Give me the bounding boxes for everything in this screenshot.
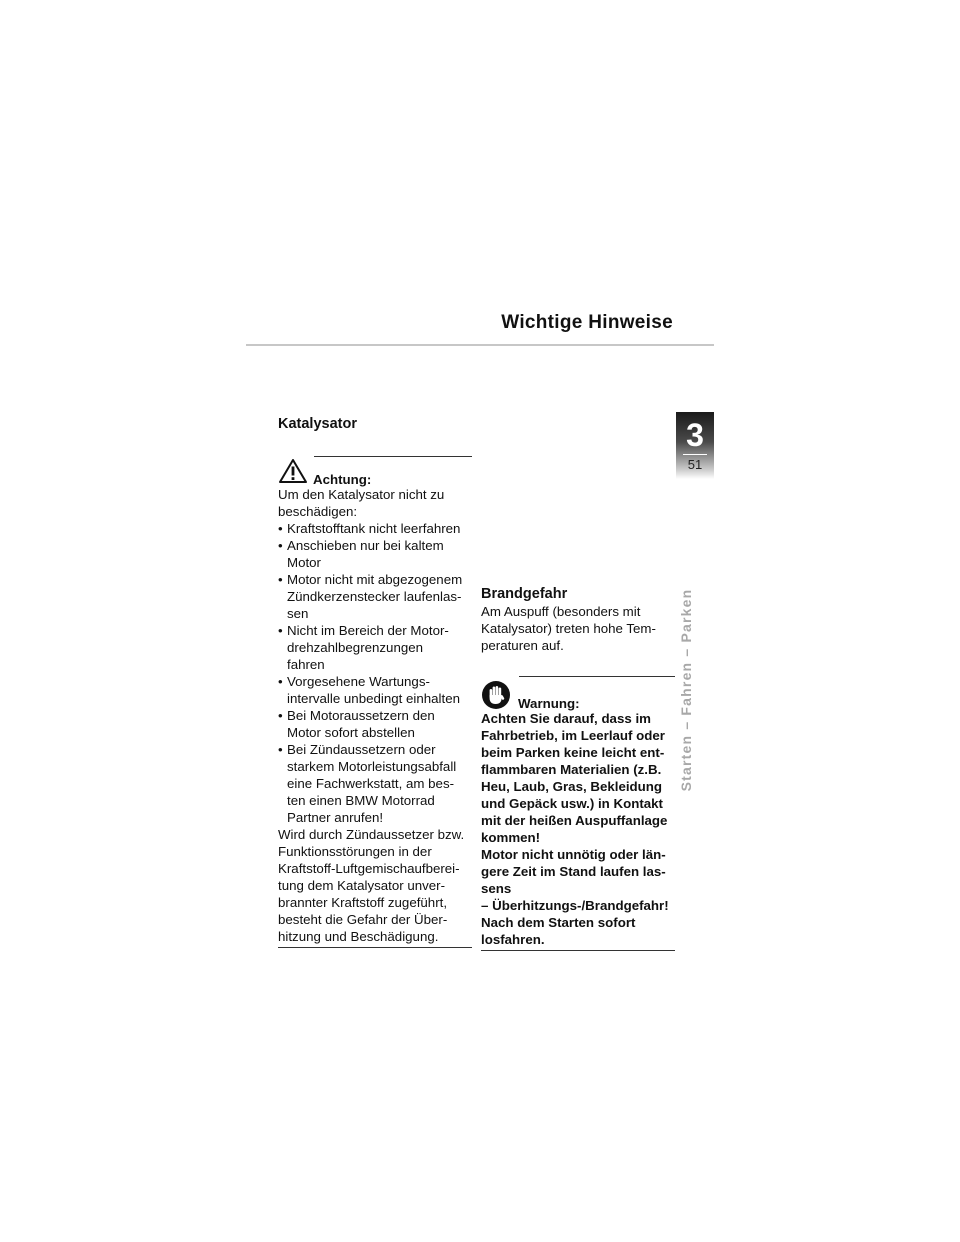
warning-text [481,710,675,948]
text-line: Motor nicht unnötig oder län- [481,847,666,862]
fire-hazard-intro [481,603,675,654]
list-item: • Motor nicht mit abgezogenem Zündkerzenstecker laufenlas- sen [278,571,472,622]
warning-label: Warnung: [518,696,580,711]
text-line: Kraftstoff-Luftgemischaufberei- [278,861,460,876]
warning-block [481,676,675,710]
header-divider [246,344,714,346]
caution-label: Achtung: [313,472,372,487]
text-line: losfahren. [481,932,545,947]
caution-list [278,520,472,826]
text-line: hitzung und Beschädigung. [278,929,439,944]
page-number: 51 [687,457,703,472]
text-line: besteht die Gefahr der Über- [278,912,448,927]
text-line: mit der heißen Auspuffanlage [481,813,668,828]
fire-hazard-section [481,586,675,951]
list-item: • Vorgesehene Wartungs- intervalle unbedingt einhalten [278,673,472,707]
caution-block [278,456,472,486]
side-chapter-label-text: Starten – Fahren – Parken [678,588,694,792]
section-end-rule [481,950,675,951]
caution-outro [278,826,472,945]
text-line: Heu, Laub, Gras, Bekleidung [481,779,663,794]
text-line: Um den Katalysator nicht zu [278,487,445,502]
text-line: Fahrbetrieb, im Leerlauf oder [481,728,665,743]
text-line: und Gepäck usw.) in Kontakt [481,796,663,811]
text-line: tung dem Katalysator unver- [278,878,446,893]
text-line: kommen! [481,830,541,845]
fire-hazard-heading: Brandgefahr [481,586,568,602]
caution-intro [278,486,472,520]
text-line: beschädigen: [278,504,358,519]
list-item: • Bei Zündaussetzern oder starkem Motorleistungsabfall eine Fachwerkstatt, am bes- ten einen BMW Motorrad Partner anrufen! [278,741,472,826]
text-line: gere Zeit im Stand laufen las- [481,864,666,879]
text-line: Nach dem Starten sofort [481,915,636,930]
page-title: Wichtige Hinweise [501,312,673,333]
catalyst-section [278,416,472,948]
text-line: Wird durch Zündaussetzer bzw. [278,827,465,842]
text-line: Katalysator) treten hohe Tem- [481,621,656,636]
text-line: – Überhitzungs-/Brandgefahr! [481,898,669,913]
text-line: beim Parken keine leicht ent- [481,745,665,760]
chapter-divider [683,454,707,455]
list-item: • Kraftstofftank nicht leerfahren [278,520,472,537]
list-item: • Bei Motoraussetzern den Motor sofort abstellen [278,707,472,741]
list-item: • Nicht im Bereich der Motor- drehzahlbegrenzungen fahren [278,622,472,673]
text-line: flammbaren Materialien (z.B. [481,762,662,777]
stop-hand-icon [481,680,511,710]
text-line: Am Auspuff (besonders mit [481,604,641,619]
text-line: sens [481,881,512,896]
chapter-number: 3 [686,417,704,453]
text-line: Funktionsstörungen in der [278,844,432,859]
text-line: peraturen auf. [481,638,564,653]
section-end-rule [278,947,472,948]
text-line: Achten Sie darauf, dass im [481,711,651,726]
text-line: brannter Kraftstoff zugeführt, [278,895,448,910]
catalyst-heading: Katalysator [278,416,357,432]
warning-triangle-icon [278,458,308,484]
list-item: • Anschieben nur bei kaltem Motor [278,537,472,571]
